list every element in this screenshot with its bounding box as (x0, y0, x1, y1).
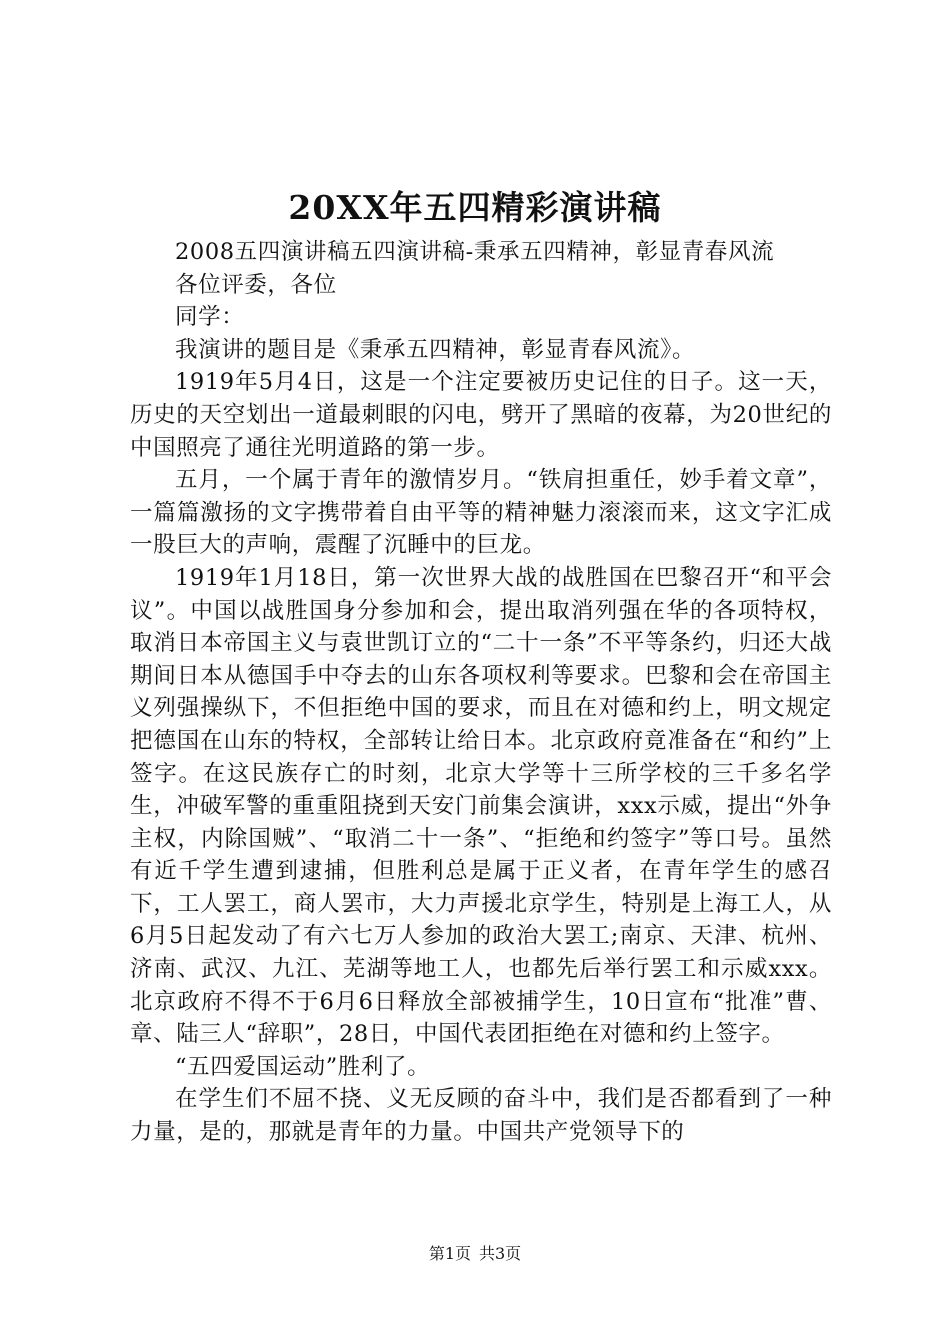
page-total: 共3页 (479, 1244, 522, 1263)
paragraph-salutation: 各位评委，各位 (175, 271, 337, 298)
paragraph-youth-power: 在学生们不屈不挠、义无反顾的奋斗中，我们是否都看到了一种力量，是的，那就是青年的力量。中国共产党领导下的 (130, 1086, 832, 1146)
document-title: 20XX年五四精彩演讲稿 (288, 188, 662, 227)
paragraph-subtitle: 2008五四演讲稿五四演讲稿-秉承五四精神，彰显青春风流 (175, 239, 775, 265)
paragraph-youth-may: 五月，一个属于青年的激情岁月。“铁肩担重任，妙手着文章”，一篇篇激扬的文字携带着自由平等的精神魅力滚滚而来，这文字汇成一股巨大的声响，震醒了沉睡中的巨龙。 (130, 467, 832, 559)
paragraph-victory: “五四爱国运动”胜利了。 (175, 1053, 431, 1080)
page-number: 第1页 (428, 1244, 471, 1263)
page-footer (0, 1243, 950, 1265)
document-body (130, 236, 832, 1149)
paragraph-topic: 我演讲的题目是《秉承五四精神，彰显青春风流》。 (175, 336, 696, 363)
paragraph-paris-conference: 1919年1月18日，第一次世界大战的战胜国在巴黎召开“和平会议”。中国以战胜国身分参加和会，提出取消列强在华的各项特权，取消日本帝国主义与袁世凯订立的“二十一条”不平等条约，归还大战期间日本从德国手中夺去的山东各项权利等要求。巴黎和会在帝国主义列强操纵下，不但拒绝中国的要求，而且在对德和约上，明文规定把德国在山东的特权，全部转让给日本。北京政府竟准备在“和约”上签字。在这民族存亡的时刻，北京大学等十三所学校的三千多名学生，冲破军警的重重阻挠到天安门前集会演讲，xxx示威，提出“外争主权，内除国贼”、“取消二十一条”、“拒绝和约签字”等口号。虽然有近千学生遭到逮捕，但胜利总是属于正义者，在青年学生的感召下，工人罢工，商人罢市，大力声援北京学生，特别是上海工人，从6月5日起发动了有六七万人参加的政治大罢工;南京、天津、杭州、济南、武汉、九江、芜湖等地工人，也都先后举行罢工和示威xxx。北京政府不得不于6月6日释放全部被捕学生，10日宣布“批准”曹、章、陆三人“辞职”，28日，中国代表团拒绝在对德和约上签字。 (130, 564, 832, 1048)
paragraph-may-fourth: 1919年5月4日，这是一个注定要被历史记住的日子。这一天，历史的天空划出一道最刺眼的闪电，劈开了黑暗的夜幕，为20世纪的中国照亮了通往光明道路的第一步。 (130, 369, 832, 461)
paragraph-salutation-cont: 同学： (175, 304, 245, 331)
